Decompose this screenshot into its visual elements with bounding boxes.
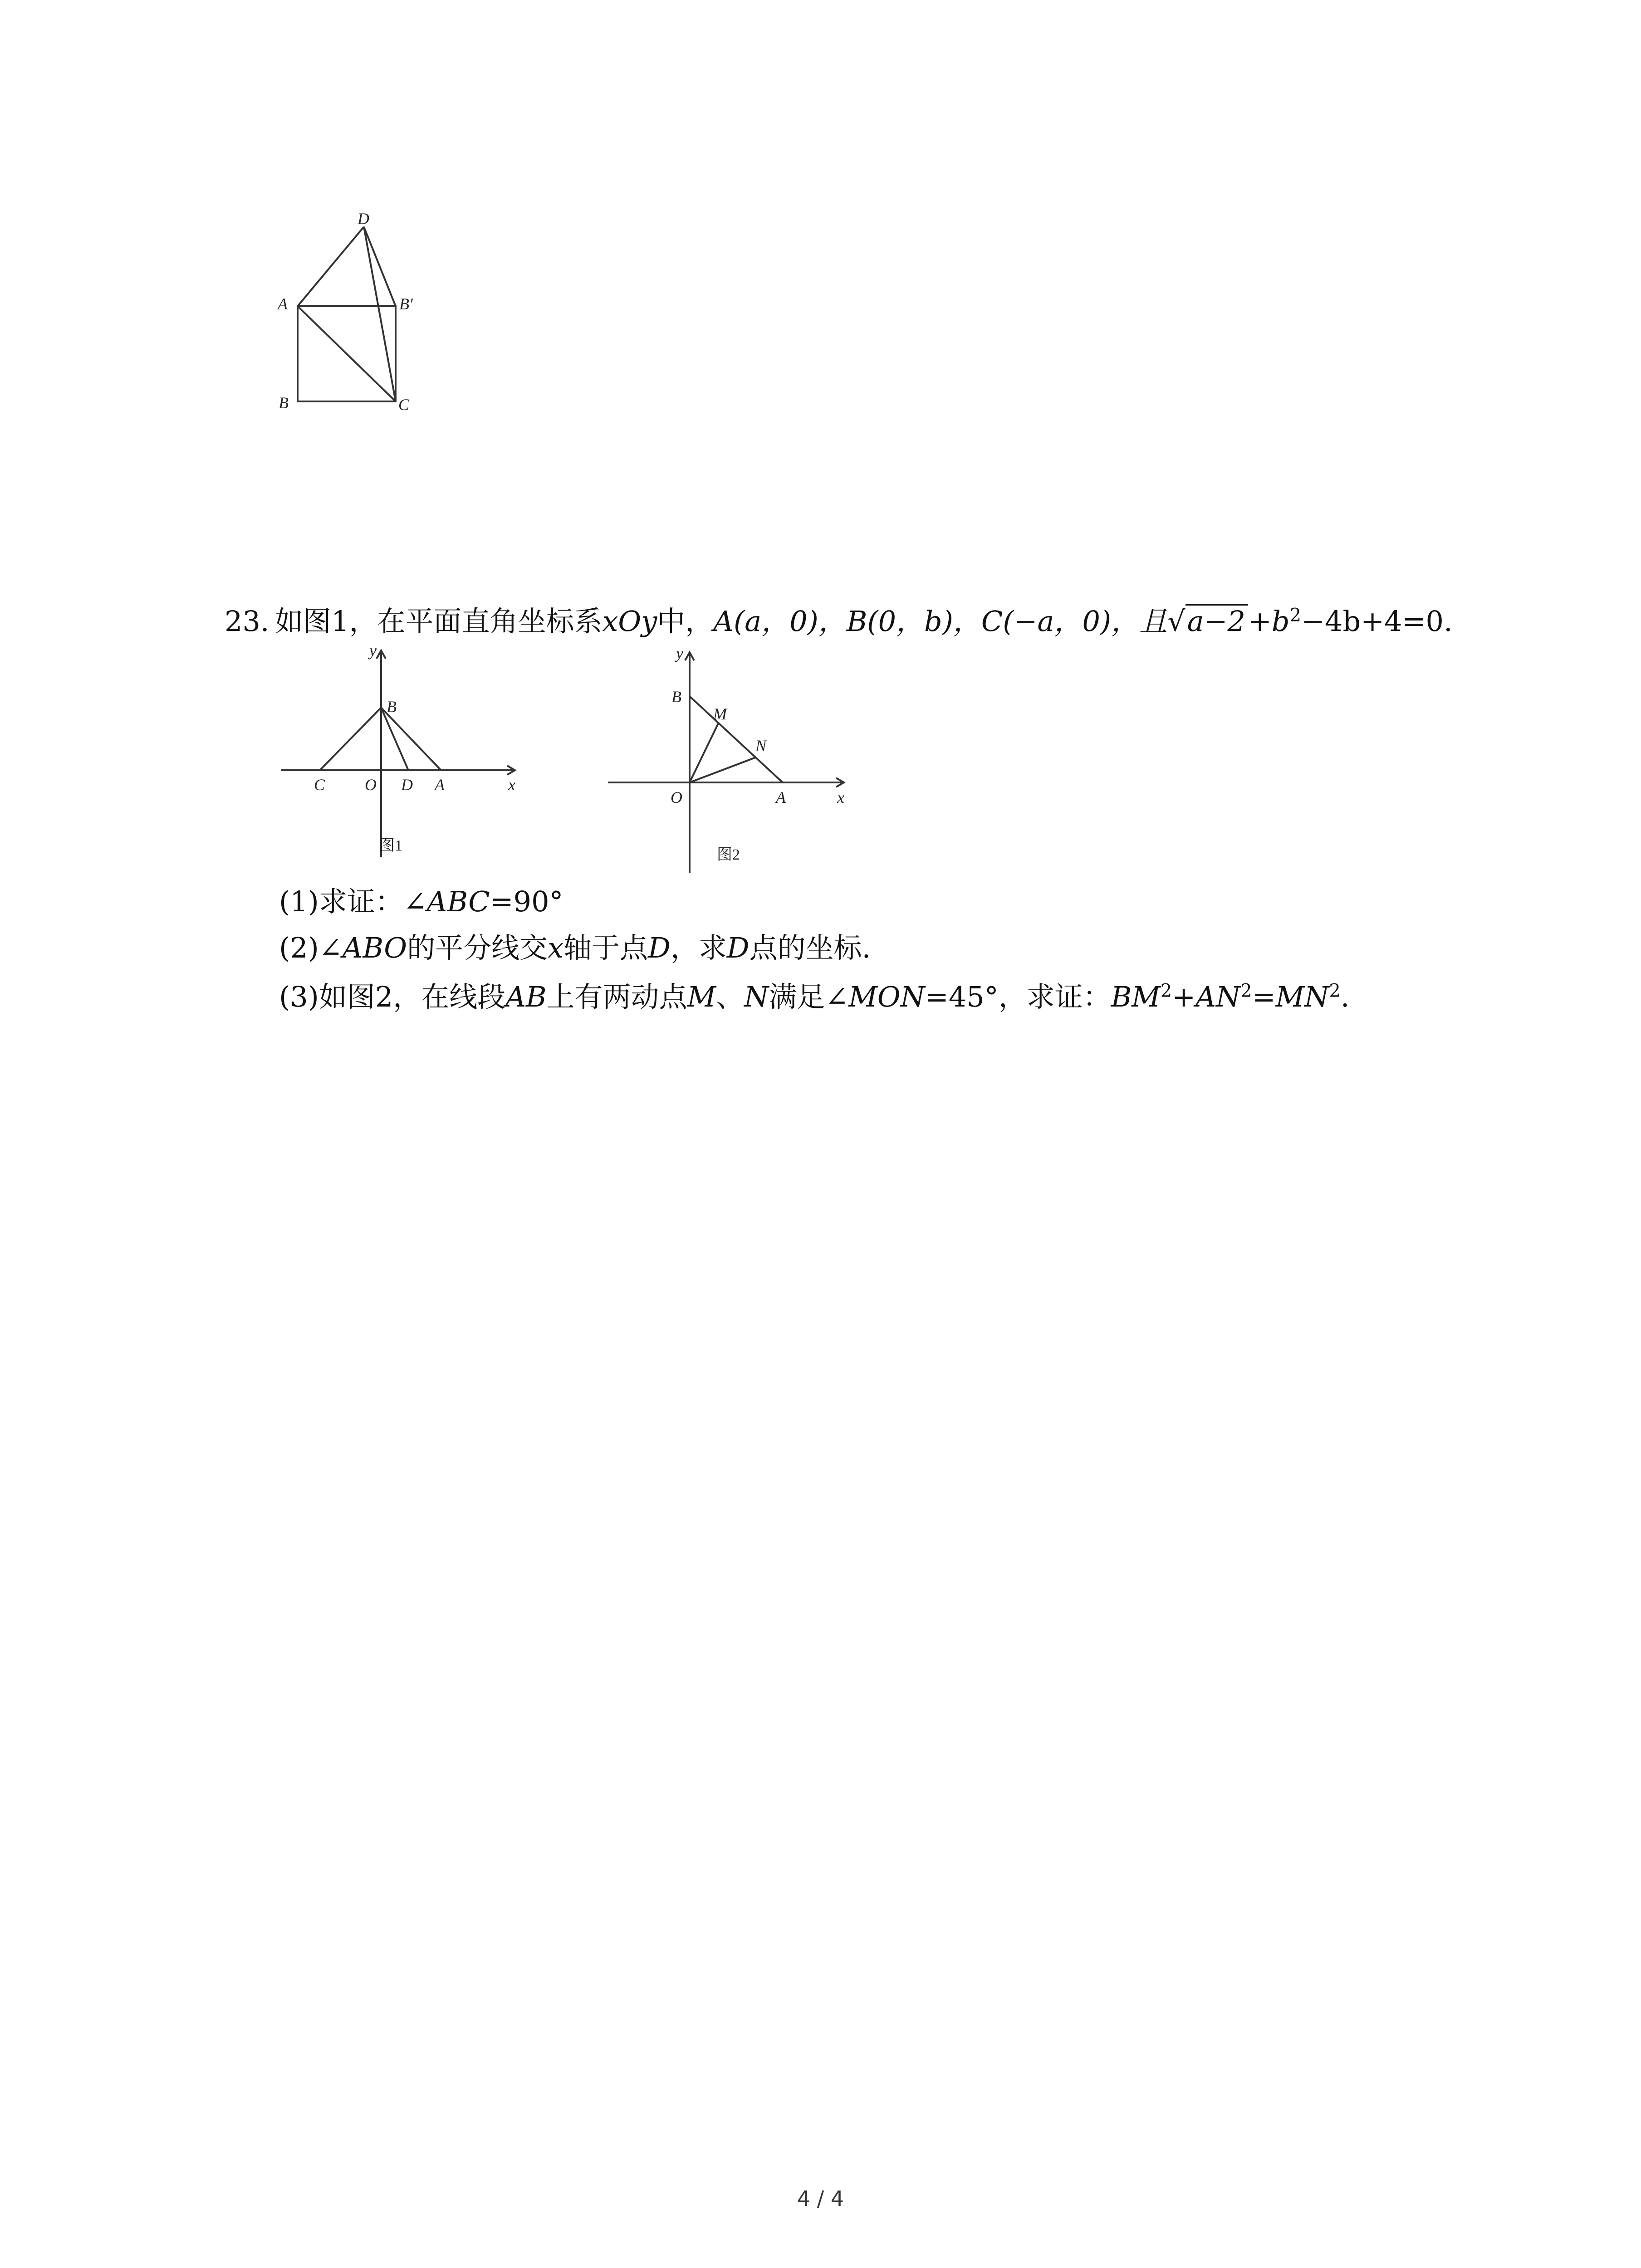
part-3-end: . <box>1340 980 1350 1013</box>
figure-1-coordinate-diagram <box>272 644 535 862</box>
exponent-2: 2 <box>1289 605 1302 626</box>
part-3-bm: BM <box>1111 980 1161 1013</box>
fig1-caption: 图1 <box>379 837 402 854</box>
radicand: a−2 <box>1185 604 1248 637</box>
fig2-label-n: N <box>755 737 767 755</box>
fig1-label-a: A <box>435 776 445 794</box>
fig2-segment-ba <box>690 696 783 782</box>
square-root: √a−2 <box>1167 603 1248 640</box>
segment-db <box>364 227 396 306</box>
question-23-stem <box>225 603 1453 640</box>
stem-end: −4b+4=0. <box>1301 605 1453 638</box>
part-3-mid2: 满足∠ <box>769 980 849 1013</box>
fig1-label-d: D <box>401 776 413 794</box>
fig1-label-y: y <box>369 644 377 660</box>
label-d: D <box>358 210 369 228</box>
part-3-angle-mon: MON <box>848 980 925 1013</box>
part-3-point-n: N <box>744 980 769 1013</box>
part-3-an: AN <box>1195 980 1241 1013</box>
part-3-mid: 上有两动点 <box>546 980 687 1013</box>
question-number: 23. <box>225 605 269 638</box>
part-3-plus: + <box>1172 980 1196 1013</box>
part-2-prefix: (2)∠ <box>279 931 343 964</box>
stem-prefix: 如图1，在平面直角坐标系 <box>275 605 603 638</box>
part-1-angle-abc: ABC <box>426 885 490 918</box>
stem-coord-system: xOy <box>602 605 657 638</box>
stem-points: A(a，0)，B(0，b)，C(−a，0)，且 <box>713 605 1168 638</box>
part-3-mn: MN <box>1275 980 1329 1013</box>
stem-tail: +b <box>1248 605 1290 638</box>
label-a: A <box>278 295 288 313</box>
fig1-segment-cb <box>320 708 381 770</box>
question-23-part-2 <box>279 930 871 966</box>
fig2-label-a: A <box>776 788 786 807</box>
part-2-mid: 的平分线交 <box>407 931 548 964</box>
part-3-exp-3: 2 <box>1329 980 1341 1002</box>
part-2-x: x <box>548 931 564 964</box>
fig2-label-o: O <box>671 788 682 807</box>
part-1-prefix: (1)求证：∠ <box>279 885 427 918</box>
fig1-label-b: B <box>387 698 397 716</box>
part-3-separator: 、 <box>716 980 745 1013</box>
fig1-segment-ba <box>381 708 441 770</box>
figure-2-coordinate-diagram <box>603 644 857 880</box>
fig1-label-x: x <box>508 776 515 794</box>
part-2-mid2: 轴于点 <box>563 931 648 964</box>
question-23-part-3 <box>279 979 1350 1015</box>
label-c: C <box>398 396 410 414</box>
part-3-point-m: M <box>687 980 716 1013</box>
fig1-label-o: O <box>365 776 377 794</box>
fig2-label-b: B <box>671 688 681 706</box>
part-2-mid3: ，求 <box>670 931 727 964</box>
part-3-prefix: (3)如图2，在线段 <box>279 980 506 1013</box>
part-2-angle-abo: ABO <box>342 931 407 964</box>
segment-ad <box>298 227 364 306</box>
part-3-exp-1: 2 <box>1160 980 1172 1002</box>
fig2-label-m: M <box>713 705 727 723</box>
part-2-point-d: D <box>648 931 671 964</box>
part-3-equals: = <box>1252 980 1276 1013</box>
part-3-exp-2: 2 <box>1240 980 1252 1002</box>
part-1-tail: =90° <box>490 885 563 918</box>
part-2-tail: 点的坐标. <box>749 931 871 964</box>
label-b-prime: B′ <box>399 295 413 313</box>
fig2-caption: 图2 <box>717 846 740 863</box>
page-number-footer: 4 / 4 <box>797 2186 844 2211</box>
part-2-point-d-2: D <box>726 931 749 964</box>
figure-square-diagram <box>268 209 431 422</box>
fig1-segment-bd <box>381 708 408 770</box>
stem-mid: 中， <box>657 605 714 638</box>
label-b: B <box>279 394 289 412</box>
part-3-mid3: =45°，求证： <box>925 980 1111 1013</box>
fig2-label-x: x <box>837 788 844 807</box>
fig2-label-y: y <box>676 644 683 662</box>
part-3-segment-ab: AB <box>505 980 547 1013</box>
question-23-part-1 <box>279 884 563 920</box>
fig1-label-c: C <box>314 776 325 794</box>
